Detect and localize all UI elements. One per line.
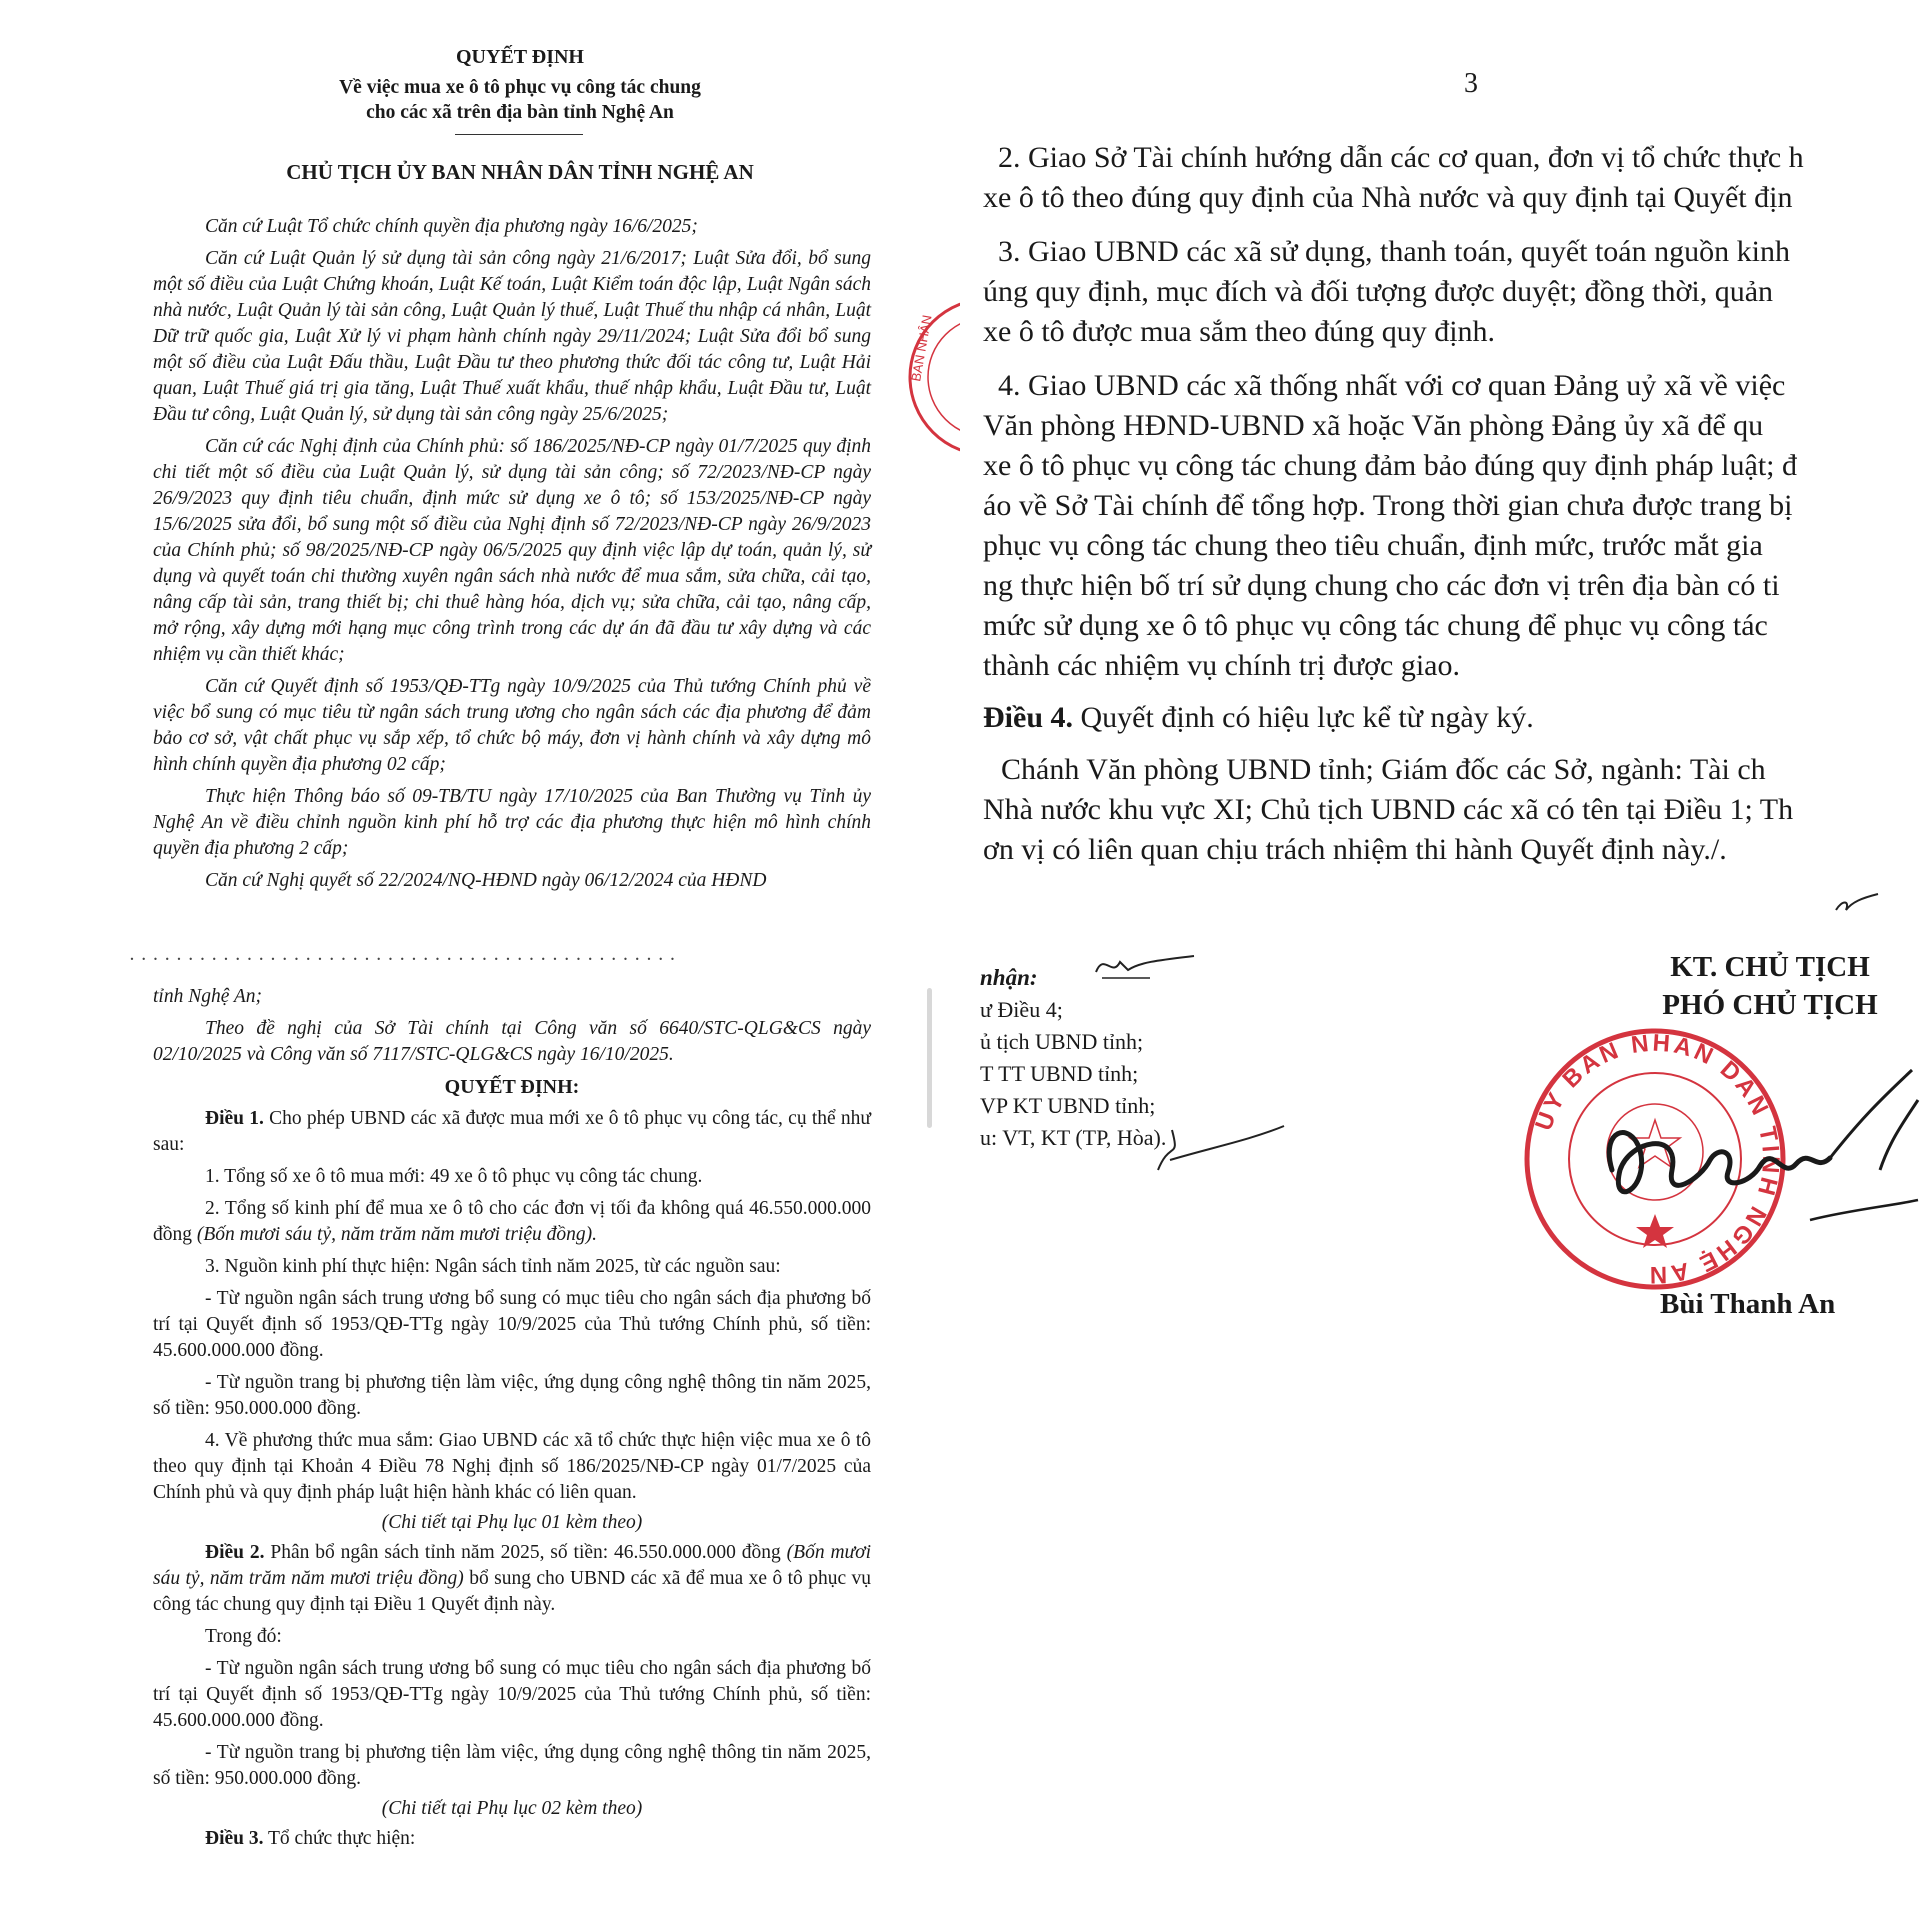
recipient-item: T TT UBND tỉnh;	[980, 1061, 1139, 1086]
body-line: phục vụ công tác chung theo tiêu chuẩn, định mức, trước mắt gia	[983, 529, 1763, 562]
article-2-item: - Từ nguồn trang bị phương tiện làm việc, ứng dụng công nghệ thông tin năm 2025, số tiền: 950.000.000 đồng.	[153, 1742, 871, 1789]
body-line: 3. Giao UBND các xã sử dụng, thanh toán, quyết toán nguồn kinh	[998, 235, 1790, 268]
closing-line: Chánh Văn phòng UBND tỉnh; Giám đốc các Sở, ngành: Tài ch	[1001, 753, 1766, 786]
article-3-label: Điều 3.	[205, 1828, 264, 1849]
page-number: 3	[1464, 68, 1478, 99]
body-line: xe ô tô phục vụ công tác chung đảm bảo đúng quy định pháp luật; đ	[983, 449, 1797, 482]
article-4-text: Quyết định có hiệu lực kể từ ngày ký.	[1073, 701, 1534, 734]
body-line: áo về Sở Tài chính để tổng hợp. Trong thời gian chưa được trang bị	[983, 489, 1793, 522]
appendix-2-note: (Chi tiết tại Phụ lục 02 kèm theo)	[381, 1798, 643, 1819]
body-line: xe ô tô được mua sắm theo đúng quy định.	[983, 315, 1496, 348]
ground-item: Căn cứ Luật Quản lý sử dụng tài sản công ngày 21/6/2017; Luật Sửa đổi, bổ sung một số điều của Luật Chứng khoán, Luật Kế toán, Luật Kiểm toán độc lập, Luật Ngân sách nhà nước, Luật Quản lý tài sản công, Luật Quản lý thuế, Luật Thuế thu nhập cá nhân, Luật Dữ trữ quốc gia, Luật Xử lý vi phạm hành chính ngày 29/11/2024; Luật Sửa đổi bổ sung một số điều của Luật Đấu thầu, Luật Đầu tư theo phương thức đối tác công tư, Luật Hải quan, Luật Thuế giá trị gia tăng, Luật Thuế xuất khẩu, thuế nhập khẩu, Luật Đầu tư, Luật Đầu tư công, Luật Quản lý, sử dụng tài sản công ngày 25/6/2025;	[153, 248, 871, 425]
decides-heading: QUYẾT ĐỊNH:	[444, 1076, 580, 1098]
article-1-item: 2. Tổng số kinh phí để mua xe ô tô cho các đơn vị tối đa không quá 46.550.000.000 đồng	[153, 1198, 871, 1245]
body-line: mức sử dụng xe ô tô phục vụ công tác chung để phục vụ công tác	[983, 609, 1768, 642]
ground-item: Theo đề nghị của Sở Tài chính tại Công văn số 6640/STC-QLG&CS ngày 02/10/2025 và Công văn số 7117/STC-QLG&CS ngày 16/10/2025.	[153, 1018, 871, 1065]
article-2-text-b: (Bốn mươi sáu tỷ, năm trăm năm mươi triệu đồng)	[153, 1542, 871, 1589]
issuer-title: CHỦ TỊCH ỦY BAN NHÂN DÂN TỈNH NGHỆ AN	[286, 160, 754, 184]
article-2-item: - Từ nguồn ngân sách trung ương bổ sung có mục tiêu cho ngân sách địa phương bố trí tại Quyết định số 1953/QĐ-TTg ngày 10/9/2025 của Thủ tướng Chính phủ, số tiền: 45.600.000.000 đồng.	[153, 1658, 871, 1731]
decision-body	[153, 984, 871, 1852]
body-line: ng thực hiện bố trí sử dụng chung cho các đơn vị trên địa bàn có ti	[983, 569, 1780, 602]
article-1-item: - Từ nguồn ngân sách trung ương bổ sung có mục tiêu cho ngân sách địa phương bố trí tại Quyết định số 1953/QĐ-TTg ngày 10/9/2025 của Thủ tướng Chính phủ, số tiền: 45.600.000.000 đồng.	[153, 1288, 871, 1361]
seal-text: ỦY BAN NHÂN DÂN TỈNH NGHỆ AN	[1530, 1029, 1785, 1289]
sign-title-2: PHÓ CHỦ TỊCH	[1662, 989, 1878, 1021]
closing-line: ơn vị có liên quan chịu trách nhiệm thi hành Quyết định này./.	[983, 833, 1727, 866]
article-1-text: Cho phép UBND các xã được mua mới xe ô tô phục vụ công tác, cụ thể như sau:	[153, 1108, 871, 1155]
recipients-block	[980, 962, 1166, 1154]
subject-line-1: Về việc mua xe ô tô phục vụ công tác chung	[339, 77, 701, 98]
ground-item: Căn cứ Luật Tổ chức chính quyền địa phương ngày 16/6/2025;	[205, 216, 698, 237]
page-divider	[927, 988, 932, 1128]
ground-item: Căn cứ Nghị quyết số 22/2024/NQ-HĐND ngày 06/12/2024 của HĐND	[205, 870, 767, 891]
recipients-initials-icon	[1090, 948, 1200, 988]
body-line: xe ô tô theo đúng quy định của Nhà nước và quy định tại Quyết địn	[983, 181, 1793, 214]
body-line: 2. Giao Sở Tài chính hướng dẫn các cơ quan, đơn vị tổ chức thực h	[998, 141, 1804, 174]
article-2-text-a: Phân bổ ngân sách tỉnh năm 2025, số tiền: 46.550.000.000 đồng	[264, 1542, 787, 1563]
article-1-item: 1. Tổng số xe ô tô mua mới: 49 xe ô tô phục vụ công tác chung.	[205, 1166, 703, 1187]
recipient-item: ủ tịch UBND tỉnh;	[980, 1029, 1144, 1054]
sign-title-1: KT. CHỦ TỊCH	[1670, 951, 1870, 983]
svg-text:BAN NHÂN: BAN NHÂN	[908, 313, 935, 383]
closing-line: Nhà nước khu vực XI; Chủ tịch UBND các xã có tên tại Điều 1; Th	[983, 793, 1794, 826]
signature-block	[1620, 948, 1920, 1024]
body-line: úng quy định, mục đích và đối tượng được duyệt; đồng thời, quản	[983, 275, 1774, 308]
article-2-in-which: Trong đó:	[205, 1626, 282, 1647]
article-4-label: Điều 4.	[983, 701, 1073, 734]
scan-cut-line: . . . . . . . . . . . . . . . . . . . . . . . . . . . . . . . . . . . . . . . . . . . . . . .	[130, 944, 677, 965]
recipient-item: ư Điều 4;	[980, 997, 1063, 1022]
appendix-1-note: (Chi tiết tại Phụ lục 01 kèm theo)	[381, 1512, 643, 1533]
title-underline	[455, 134, 583, 135]
ground-item: Căn cứ các Nghị định của Chính phủ: số 186/2025/NĐ-CP ngày 01/7/2025 quy định chi tiết một số điều của Luật Quản lý, sử dụng tài sản công; số 72/2023/NĐ-CP ngày 26/9/2023 quy định tiêu chuẩn, định mức sử dụng xe ô tô; số 153/2025/NĐ-CP ngày 15/6/2025 sửa đổi, bổ sung một số điều của Nghị định số 72/2023/NĐ-CP ngày 26/9/2023 của Chính phủ; số 98/2025/NĐ-CP ngày 06/5/2025 quy định việc lập dự toán, quản lý, sử dụng và quyết toán chi thường xuyên ngân sách nhà nước để mua sắm, sửa chữa, cải tạo, nâng cấp tài sản, trang thiết bị; chi thuê hàng hóa, dịch vụ; sửa chữa, cải tạo, nâng cấp, mở rộng, xây dựng mới hạng mục công trình trong các dự án đã đầu tư xây dựng và các nhiệm vụ cần thiết khác;	[153, 436, 871, 665]
recipient-item: u: VT, KT (TP, Hòa).	[980, 1125, 1167, 1150]
initials-mark-icon	[1832, 888, 1882, 918]
handwritten-signature-icon	[1560, 1060, 1920, 1290]
article-1-item: 3. Nguồn kinh phí thực hiện: Ngân sách tỉnh năm 2025, từ các nguồn sau:	[205, 1256, 781, 1277]
recipient-item: VP KT UBND tỉnh;	[980, 1093, 1156, 1118]
article-3-continued	[983, 138, 1920, 870]
ground-item: Căn cứ Quyết định số 1953/QĐ-TTg ngày 10/9/2025 của Thủ tướng Chính phủ về việc bổ sung có mục tiêu từ ngân sách trung ương cho ngân sách các địa phương để đảm bảo cơ sở, vật chất phục vụ sắp xếp, tổ chức bộ máy, đơn vị hành chính và xây dựng mô hình chính quyền địa phương 02 cấp;	[153, 676, 871, 775]
ground-item: tỉnh Nghệ An;	[153, 986, 263, 1007]
partial-seal-icon	[898, 292, 960, 462]
article-2-text-c: bổ sung cho UBND các xã để mua xe ô tô phục vụ công tác chung quy định tại Điều 1 Quyết định này.	[153, 1568, 872, 1615]
signer-name: Bùi Thanh An	[1660, 1288, 1836, 1320]
doc-type: QUYẾT ĐỊNH	[456, 46, 584, 68]
legal-grounds	[153, 214, 871, 894]
ground-item: Thực hiện Thông báo số 09-TB/TU ngày 17/10/2025 của Ban Thường vụ Tỉnh ủy Nghệ An về điều chỉnh nguồn kinh phí hỗ trợ các địa phương thực hiện mô hình chính quyền địa phương 2 cấp;	[153, 786, 871, 859]
body-line: Văn phòng HĐND-UBND xã hoặc Văn phòng Đảng ủy xã để qu	[983, 409, 1764, 442]
subject-line-2: cho các xã trên địa bàn tỉnh Nghệ An	[366, 102, 674, 123]
article-1-item: - Từ nguồn trang bị phương tiện làm việc, ứng dụng công nghệ thông tin năm 2025, số tiền: 950.000.000 đồng.	[153, 1372, 871, 1419]
article-3-text: Tổ chức thực hiện:	[263, 1828, 416, 1849]
recipients-title: nhận:	[980, 965, 1038, 990]
body-line: thành các nhiệm vụ chính trị được giao.	[983, 649, 1460, 682]
recipients-tail-mark-icon	[1150, 1100, 1290, 1180]
article-2-label: Điều 2.	[205, 1542, 265, 1563]
article-1-item: 4. Về phương thức mua sắm: Giao UBND các xã tổ chức thực hiện việc mua xe ô tô theo quy định tại Khoản 4 Điều 78 Nghị định số 186/2025/NĐ-CP ngày 01/7/2025 của Chính phủ và quy định pháp luật hiện hành khác có liên quan.	[153, 1430, 871, 1503]
body-line: 4. Giao UBND các xã thống nhất với cơ quan Đảng uỷ xã về việc	[998, 369, 1786, 402]
article-1-label: Điều 1.	[205, 1108, 264, 1129]
amount-in-words: (Bốn mươi sáu tỷ, năm trăm năm mươi triệu đồng).	[192, 1224, 597, 1245]
